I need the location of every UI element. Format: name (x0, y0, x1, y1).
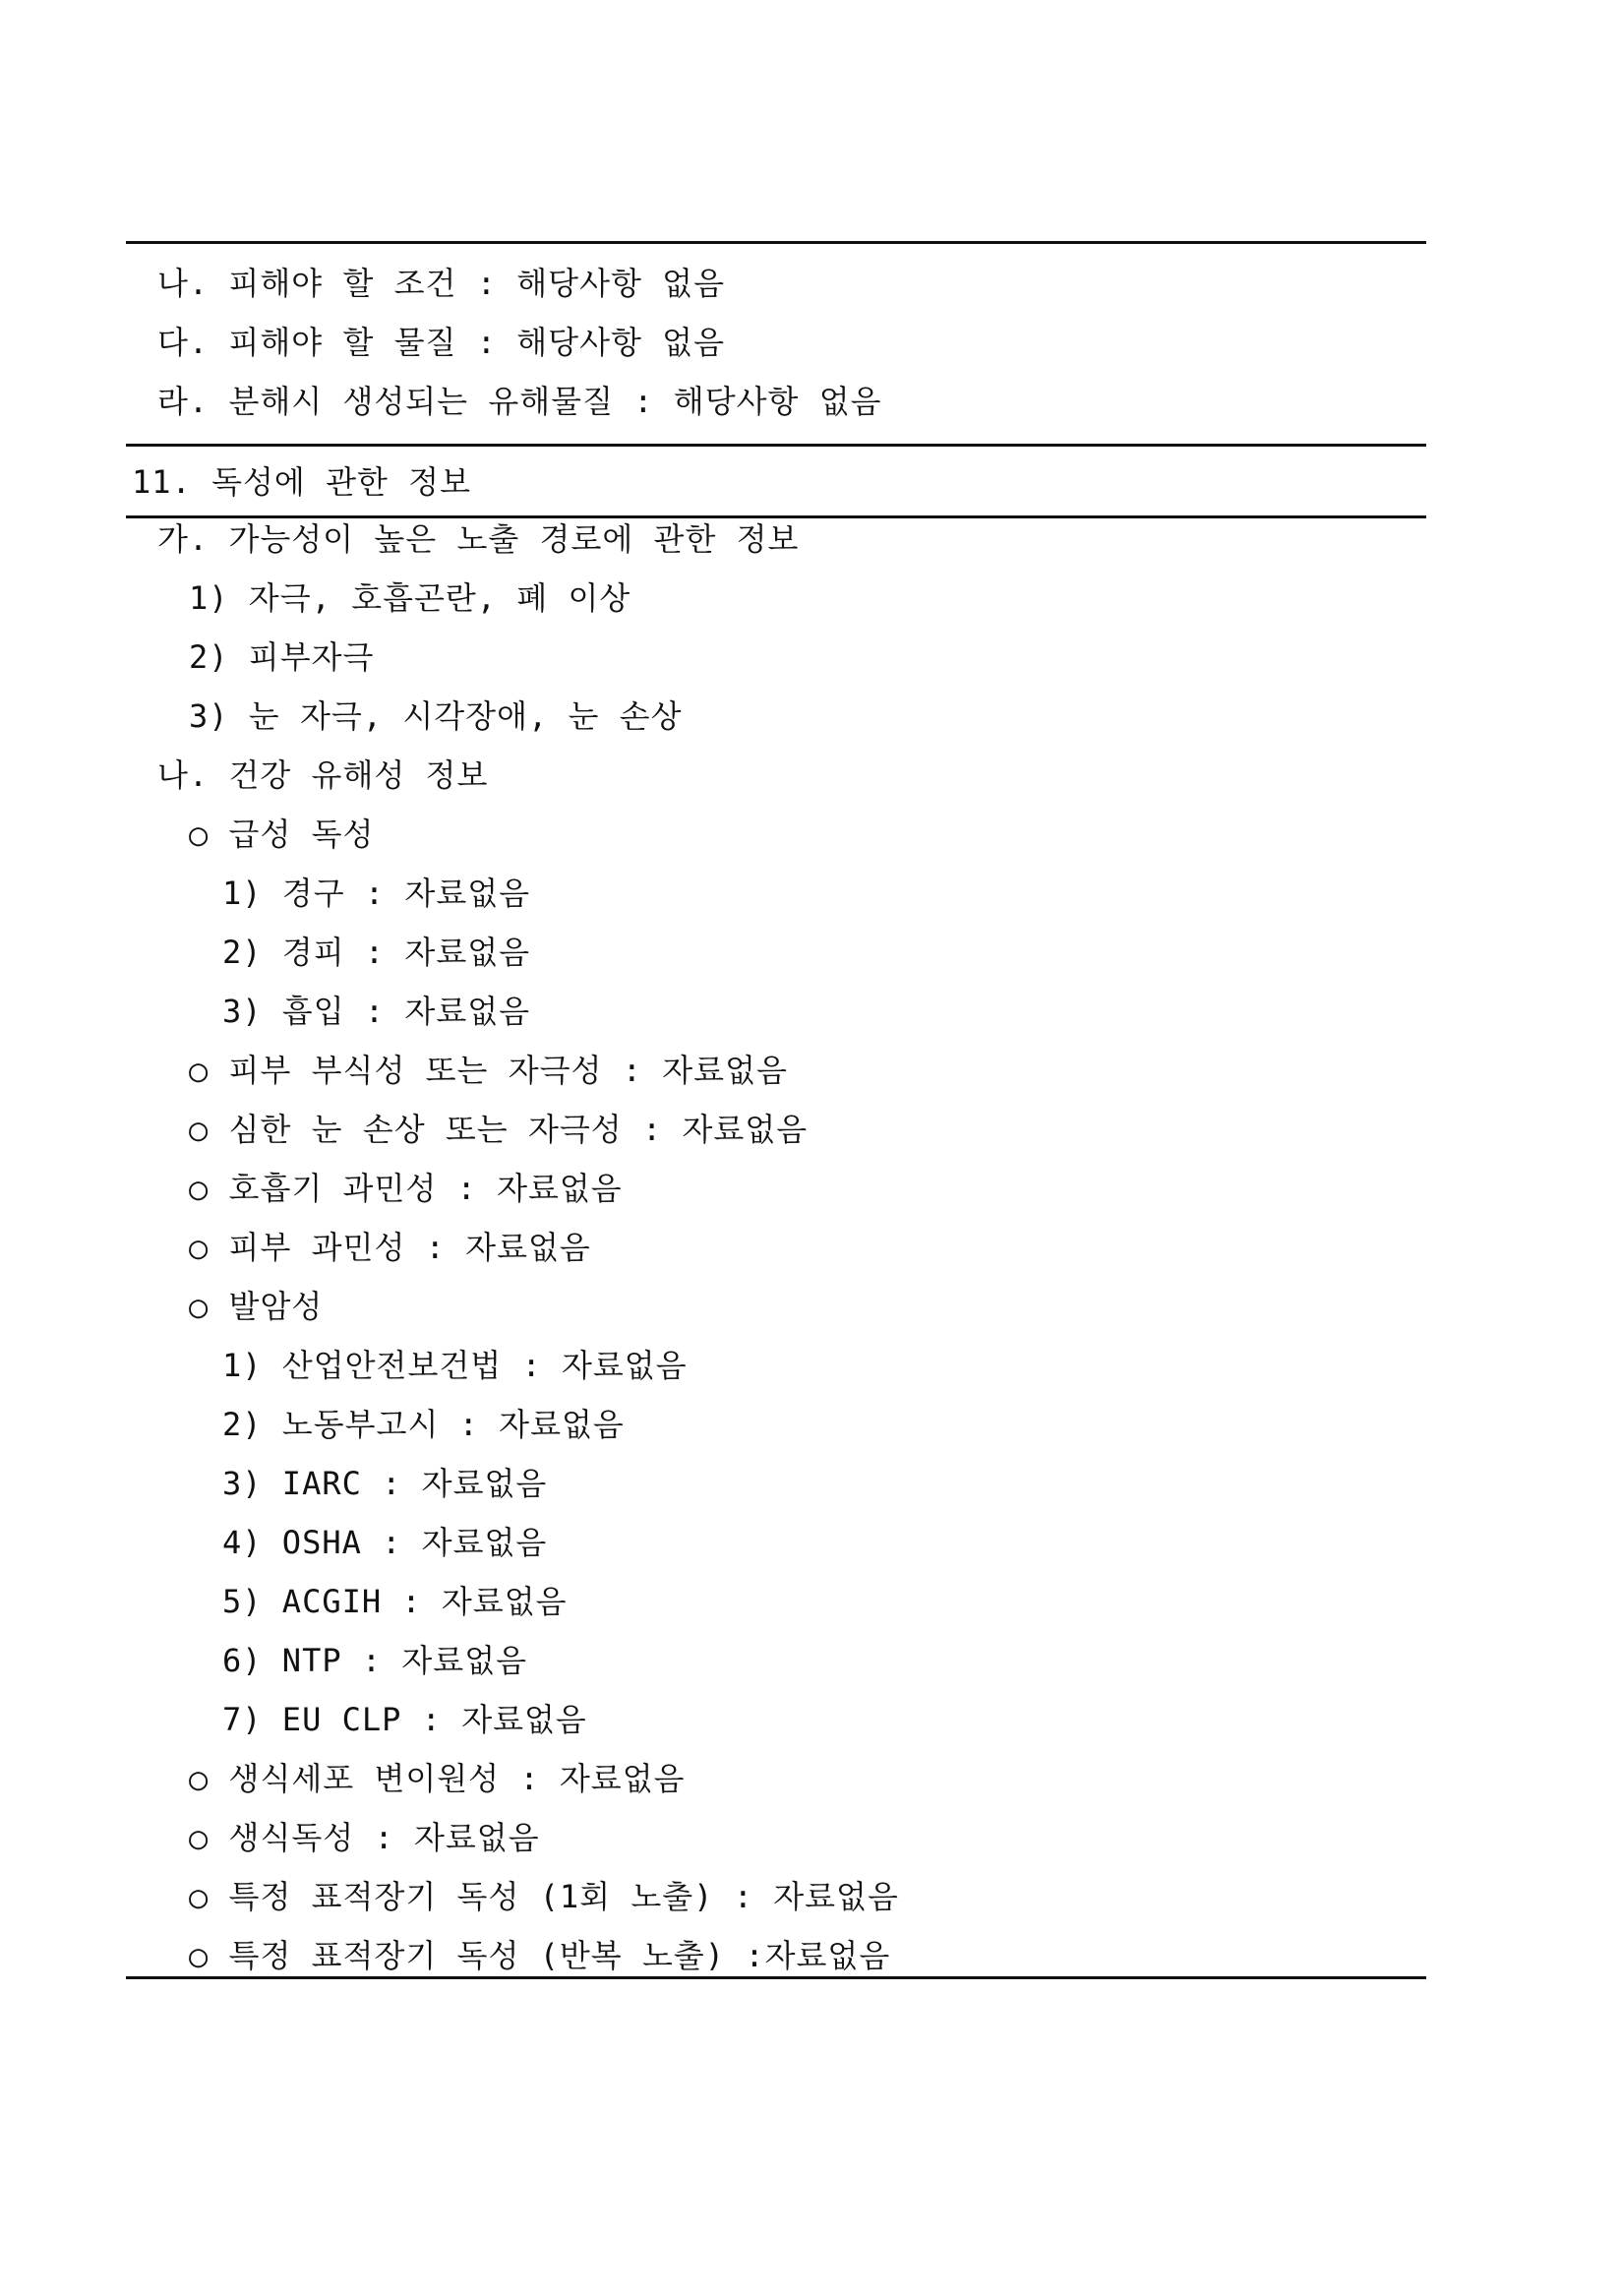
carcinogenicity-item: 7) EU CLP : 자료없음 (222, 1701, 587, 1738)
section-title: 11. 독성에 관한 정보 (132, 463, 471, 501)
exposure-route-item: 1) 자극, 호흡곤란, 폐 이상 (189, 579, 631, 617)
germ-cell-mutagenicity-item: ○ 생식세포 변이원성 : 자료없음 (189, 1760, 686, 1797)
carcinogenicity-item: 5) ACGIH : 자료없음 (222, 1583, 568, 1620)
acute-toxicity-item: 3) 흡입 : 자료없음 (222, 993, 531, 1030)
reproductive-toxicity-item: ○ 생식독성 : 자료없음 (189, 1819, 540, 1856)
stot-repeated-item: ○ 특정 표적장기 독성 (반복 노출) :자료없음 (189, 1937, 891, 1974)
top-rule (126, 241, 1426, 244)
carcinogenicity-item: 1) 산업안전보건법 : 자료없음 (222, 1347, 688, 1384)
health-hazard-heading: 나. 건강 유해성 정보 (157, 756, 489, 794)
respiratory-sensitization-item: ○ 호흡기 과민성 : 자료없음 (189, 1170, 623, 1207)
carcinogenicity-item: 2) 노동부고시 : 자료없음 (222, 1406, 625, 1443)
bottom-rule (126, 1976, 1426, 1979)
section-divider-bottom (126, 515, 1426, 518)
exposure-route-item: 2) 피부자극 (189, 638, 375, 676)
eye-damage-item: ○ 심한 눈 손상 또는 자극성 : 자료없음 (189, 1111, 809, 1148)
materials-to-avoid: 다. 피해야 할 물질 : 해당사항 없음 (157, 324, 725, 361)
skin-sensitization-item: ○ 피부 과민성 : 자료없음 (189, 1229, 591, 1266)
skin-corrosion-item: ○ 피부 부식성 또는 자극성 : 자료없음 (189, 1052, 788, 1089)
acute-toxicity-item: 2) 경피 : 자료없음 (222, 934, 531, 971)
carcinogenicity-item: 4) OSHA : 자료없음 (222, 1524, 548, 1561)
decomposition-products: 라. 분해시 생성되는 유해물질 : 해당사항 없음 (157, 383, 882, 420)
acute-toxicity-item: 1) 경구 : 자료없음 (222, 875, 531, 912)
stot-single-item: ○ 특정 표적장기 독성 (1회 노출) : 자료없음 (189, 1878, 899, 1915)
carcinogenicity-item: 6) NTP : 자료없음 (222, 1642, 528, 1679)
exposure-route-item: 3) 눈 자극, 시각장애, 눈 손상 (189, 697, 683, 735)
exposure-routes-heading: 가. 가능성이 높은 노출 경로에 관한 정보 (157, 520, 800, 558)
condition-to-avoid: 나. 피해야 할 조건 : 해당사항 없음 (157, 265, 725, 302)
carcinogenicity-item: 3) IARC : 자료없음 (222, 1465, 548, 1502)
acute-toxicity-heading: ○ 급성 독성 (189, 816, 375, 853)
section-divider-top (126, 444, 1426, 447)
carcinogenicity-heading: ○ 발암성 (189, 1288, 324, 1325)
